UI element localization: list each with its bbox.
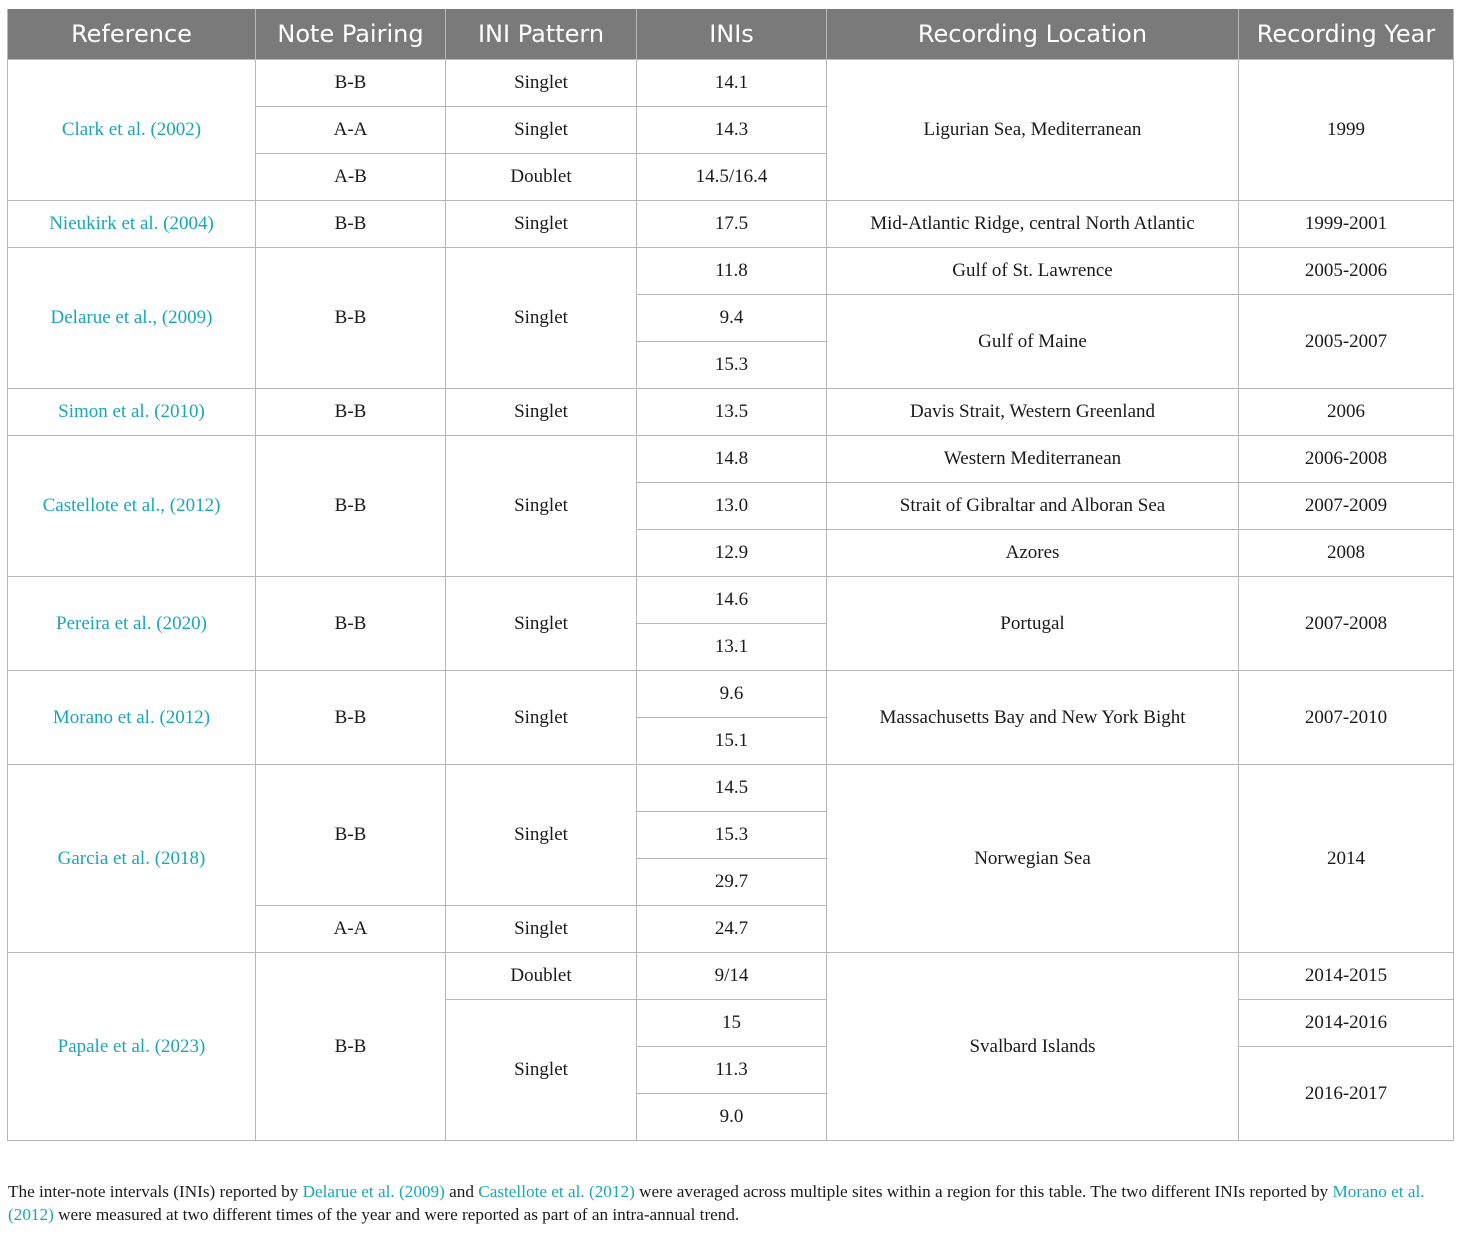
year-cell: 2008 bbox=[1239, 530, 1454, 577]
footnote-text: were measured at two different times of the year and were reported as part of an intra-annual trend. bbox=[53, 1205, 740, 1224]
location-cell: Gulf of St. Lawrence bbox=[827, 248, 1239, 295]
note-pairing-cell: B-B bbox=[256, 60, 446, 107]
year-cell: 1999 bbox=[1239, 60, 1454, 201]
footnote-link-castellote[interactable]: Castellote et al. (2012) bbox=[478, 1182, 635, 1201]
ini-pattern-cell: Singlet bbox=[446, 436, 637, 577]
ini-value-cell: 14.5/16.4 bbox=[637, 154, 827, 201]
note-pairing-cell: B-B bbox=[256, 953, 446, 1141]
ini-pattern-cell: Singlet bbox=[446, 671, 637, 765]
location-cell: Davis Strait, Western Greenland bbox=[827, 389, 1239, 436]
footnote-text: were averaged across multiple sites within a region for this table. The two different INIs reported by bbox=[634, 1182, 1333, 1201]
ini-value-cell: 13.1 bbox=[637, 624, 827, 671]
footnote-text: The inter-note intervals (INIs) reported by bbox=[8, 1182, 303, 1201]
table-footnote bbox=[8, 1180, 1456, 1226]
year-cell: 2005-2007 bbox=[1239, 295, 1454, 389]
ini-pattern-cell: Singlet bbox=[446, 1000, 637, 1141]
ini-pattern-cell: Singlet bbox=[446, 765, 637, 906]
ini-pattern-cell: Singlet bbox=[446, 107, 637, 154]
note-pairing-cell: B-B bbox=[256, 577, 446, 671]
footnote-link-morano[interactable]: Morano et al. (2012) bbox=[8, 1182, 1425, 1224]
footnote-text: and bbox=[444, 1182, 479, 1201]
reference-link[interactable]: Castellote et al., (2012) bbox=[8, 436, 256, 577]
table-row bbox=[8, 671, 1454, 718]
ini-value-cell: 13.0 bbox=[637, 483, 827, 530]
ini-value-cell: 24.7 bbox=[637, 906, 827, 953]
table-row bbox=[8, 953, 1454, 1000]
ini-value-cell: 14.6 bbox=[637, 577, 827, 624]
reference-link[interactable]: Garcia et al. (2018) bbox=[8, 765, 256, 953]
column-header-recording-location: Recording Location bbox=[827, 9, 1239, 60]
year-cell: 1999-2001 bbox=[1239, 201, 1454, 248]
table-row bbox=[8, 436, 1454, 483]
note-pairing-cell: B-B bbox=[256, 765, 446, 906]
table-row bbox=[8, 60, 1454, 107]
ini-table bbox=[7, 9, 1454, 1141]
ini-value-cell: 9.4 bbox=[637, 295, 827, 342]
ini-value-cell: 15.3 bbox=[637, 342, 827, 389]
note-pairing-cell: B-B bbox=[256, 248, 446, 389]
year-cell: 2007-2010 bbox=[1239, 671, 1454, 765]
ini-pattern-cell: Singlet bbox=[446, 389, 637, 436]
table-row bbox=[8, 577, 1454, 624]
table-row bbox=[8, 389, 1454, 436]
ini-value-cell: 14.1 bbox=[637, 60, 827, 107]
year-cell: 2005-2006 bbox=[1239, 248, 1454, 295]
year-cell: 2014-2015 bbox=[1239, 953, 1454, 1000]
location-cell: Western Mediterranean bbox=[827, 436, 1239, 483]
ini-pattern-cell: Singlet bbox=[446, 201, 637, 248]
ini-value-cell: 29.7 bbox=[637, 859, 827, 906]
column-header-ini-pattern: INI Pattern bbox=[446, 9, 637, 60]
reference-link[interactable]: Papale et al. (2023) bbox=[8, 953, 256, 1141]
location-cell: Portugal bbox=[827, 577, 1239, 671]
note-pairing-cell: B-B bbox=[256, 436, 446, 577]
ini-value-cell: 11.3 bbox=[637, 1047, 827, 1094]
ini-value-cell: 9/14 bbox=[637, 953, 827, 1000]
ini-pattern-cell: Singlet bbox=[446, 248, 637, 389]
location-cell: Ligurian Sea, Mediterranean bbox=[827, 60, 1239, 201]
ini-pattern-cell: Doublet bbox=[446, 154, 637, 201]
note-pairing-cell: A-A bbox=[256, 906, 446, 953]
ini-value-cell: 14.3 bbox=[637, 107, 827, 154]
location-cell: Azores bbox=[827, 530, 1239, 577]
ini-pattern-cell: Singlet bbox=[446, 60, 637, 107]
ini-value-cell: 9.6 bbox=[637, 671, 827, 718]
reference-link[interactable]: Simon et al. (2010) bbox=[8, 389, 256, 436]
year-cell: 2006 bbox=[1239, 389, 1454, 436]
ini-value-cell: 9.0 bbox=[637, 1094, 827, 1141]
note-pairing-cell: A-B bbox=[256, 154, 446, 201]
year-cell: 2007-2008 bbox=[1239, 577, 1454, 671]
location-cell: Strait of Gibraltar and Alboran Sea bbox=[827, 483, 1239, 530]
ini-value-cell: 15 bbox=[637, 1000, 827, 1047]
ini-value-cell: 15.1 bbox=[637, 718, 827, 765]
ini-pattern-cell: Singlet bbox=[446, 906, 637, 953]
year-cell: 2014-2016 bbox=[1239, 1000, 1454, 1047]
footnote-link-delarue[interactable]: Delarue et al. (2009) bbox=[302, 1182, 445, 1201]
year-cell: 2006-2008 bbox=[1239, 436, 1454, 483]
note-pairing-cell: A-A bbox=[256, 107, 446, 154]
location-cell: Norwegian Sea bbox=[827, 765, 1239, 953]
reference-link[interactable]: Morano et al. (2012) bbox=[8, 671, 256, 765]
note-pairing-cell: B-B bbox=[256, 671, 446, 765]
reference-link[interactable]: Pereira et al. (2020) bbox=[8, 577, 256, 671]
column-header-reference: Reference bbox=[8, 9, 256, 60]
table-row bbox=[8, 765, 1454, 812]
ini-pattern-cell: Singlet bbox=[446, 577, 637, 671]
reference-link[interactable]: Clark et al. (2002) bbox=[8, 60, 256, 201]
year-cell: 2007-2009 bbox=[1239, 483, 1454, 530]
ini-value-cell: 14.5 bbox=[637, 765, 827, 812]
note-pairing-cell: B-B bbox=[256, 389, 446, 436]
ini-value-cell: 15.3 bbox=[637, 812, 827, 859]
table-row bbox=[8, 248, 1454, 295]
location-cell: Massachusetts Bay and New York Bight bbox=[827, 671, 1239, 765]
column-header-recording-year: Recording Year bbox=[1239, 9, 1454, 60]
location-cell: Mid-Atlantic Ridge, central North Atlantic bbox=[827, 201, 1239, 248]
year-cell: 2016-2017 bbox=[1239, 1047, 1454, 1141]
reference-link[interactable]: Delarue et al., (2009) bbox=[8, 248, 256, 389]
location-cell: Svalbard Islands bbox=[827, 953, 1239, 1141]
column-header-note-pairing: Note Pairing bbox=[256, 9, 446, 60]
ini-value-cell: 11.8 bbox=[637, 248, 827, 295]
note-pairing-cell: B-B bbox=[256, 201, 446, 248]
location-cell: Gulf of Maine bbox=[827, 295, 1239, 389]
year-cell: 2014 bbox=[1239, 765, 1454, 953]
ini-value-cell: 13.5 bbox=[637, 389, 827, 436]
ini-value-cell: 14.8 bbox=[637, 436, 827, 483]
header-row bbox=[8, 9, 1454, 60]
ini-value-cell: 12.9 bbox=[637, 530, 827, 577]
ini-pattern-cell: Doublet bbox=[446, 953, 637, 1000]
reference-link[interactable]: Nieukirk et al. (2004) bbox=[8, 201, 256, 248]
column-header-inis: INIs bbox=[637, 9, 827, 60]
ini-value-cell: 17.5 bbox=[637, 201, 827, 248]
table-row bbox=[8, 201, 1454, 248]
